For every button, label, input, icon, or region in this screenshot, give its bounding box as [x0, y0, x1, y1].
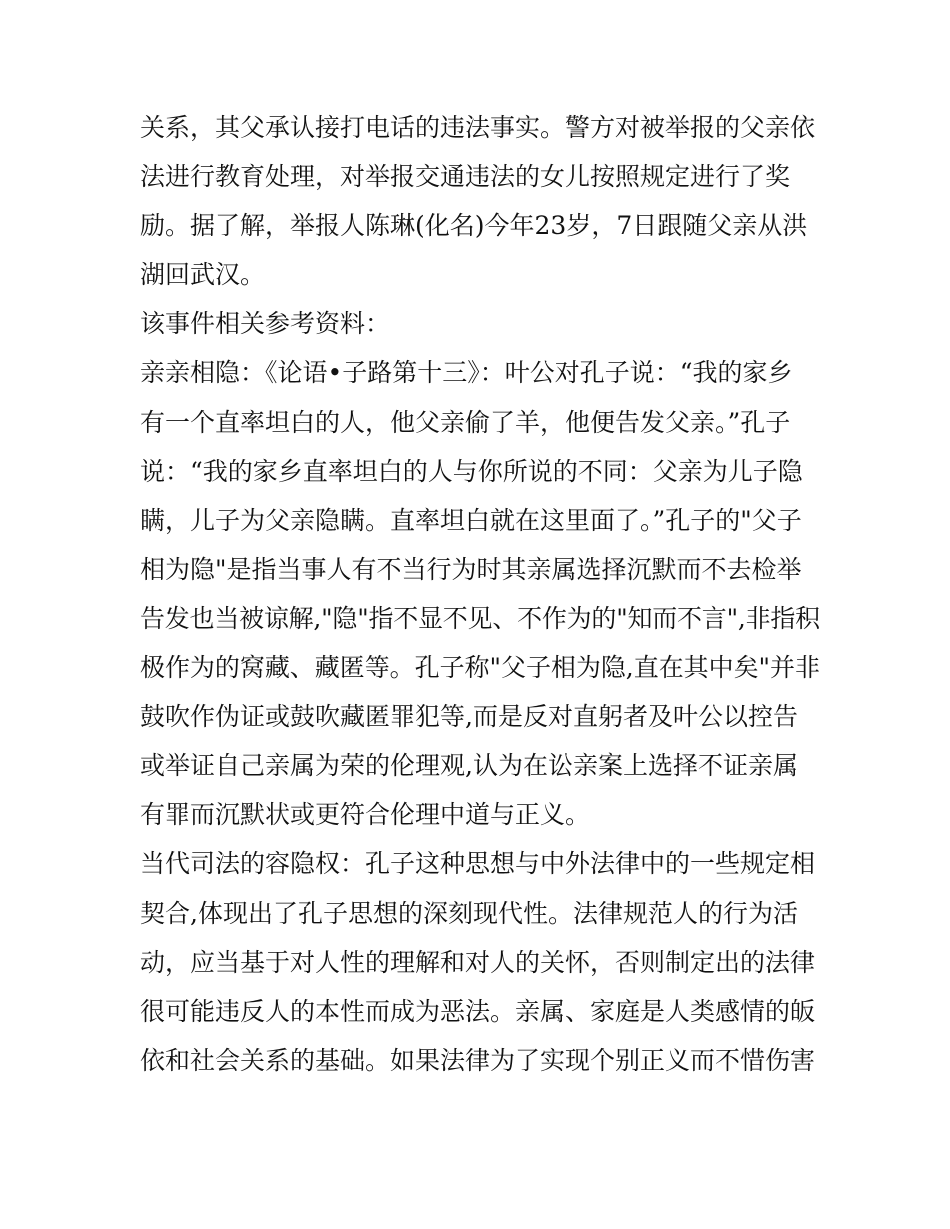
text-line: 法进行教育处理，对举报交通违法的女儿按照规定进行了奖: [140, 162, 791, 192]
text-line: 动，应当基于对人性的理解和对人的关怀，否则制定出的法律: [140, 947, 816, 977]
text-line: 湖回武汉。: [140, 260, 266, 290]
text-line: 依和社会关系的基础。如果法律为了实现个别正义而不惜伤害: [140, 1045, 816, 1075]
text-line: 当代司法的容隐权：孔子这种思想与中外法律中的一些规定相: [140, 849, 816, 879]
text-line: 或举证自己亲属为荣的伦理观,认为在讼亲案上选择不证亲属: [140, 751, 798, 781]
text-line: 告发也当被谅解,"隐"指不显不见、不作为的"知而不言",非指积: [140, 603, 820, 633]
text-line: 说：“我的家乡直率坦白的人与你所说的不同：父亲为儿子隐: [140, 456, 803, 486]
text-line: 很可能违反人的本性而成为恶法。亲属、家庭是人类感情的皈: [140, 996, 816, 1026]
text-line: 励。据了解，举报人陈琳(化名)今年23岁，7日跟随父亲从洪: [140, 211, 808, 241]
text-line: 亲亲相隐：《论语•子路第十三》：叶公对孔子说：“我的家乡: [140, 358, 793, 388]
text-line: 极作为的窝藏、藏匿等。孔子称"父子相为隐,直在其中矣"并非: [140, 653, 820, 683]
text-line: 鼓吹作伪证或鼓吹藏匿罪犯等,而是反对直躬者及叶公以控告: [140, 702, 798, 732]
text-line: 相为隐"是指当事人有不当行为时其亲属选择沉默而不去检举: [140, 554, 802, 584]
text-line: 契合,体现出了孔子思想的深刻现代性。法律规范人的行为活: [140, 898, 798, 928]
text-line: 有一个直率坦白的人，他父亲偷了羊，他便告发父亲。”孔子: [140, 407, 791, 437]
text-line: 瞒，儿子为父亲隐瞒。直率坦白就在这里面了。”孔子的"父子: [140, 505, 802, 535]
document-body: [140, 103, 820, 1085]
text-line: 有罪而沉默状或更符合伦理中道与正义。: [140, 800, 591, 830]
text-line: 关系，其父承认接打电话的违法事实。警方对被举报的父亲依: [140, 113, 816, 142]
text-line: 该事件相关参考资料：: [140, 309, 391, 339]
